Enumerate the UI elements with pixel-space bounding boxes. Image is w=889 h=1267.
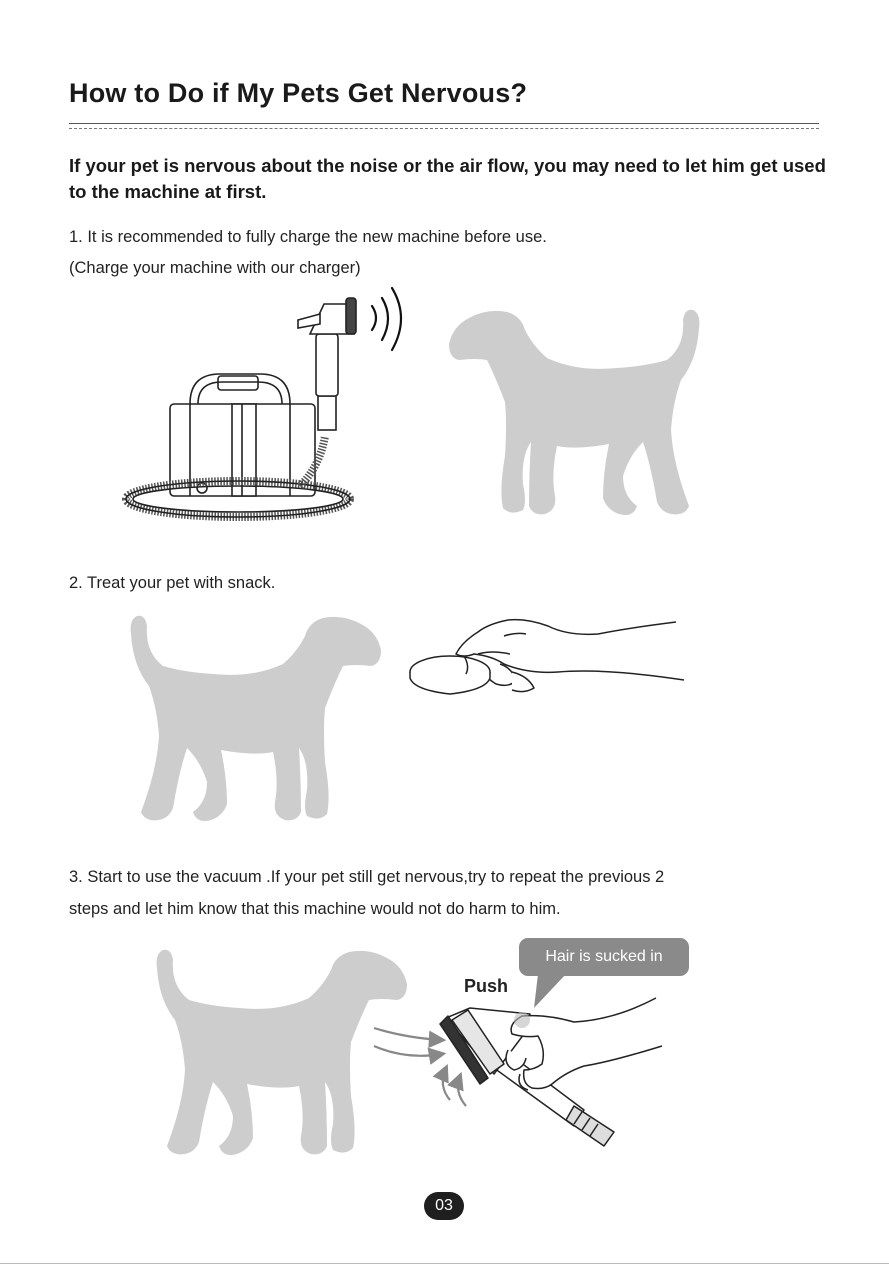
- page-number-badge: 03: [424, 1192, 464, 1220]
- step-1-text: 1. It is recommended to fully charge the new machine before use.: [69, 228, 547, 246]
- push-label: Push: [464, 976, 509, 996]
- step-2-text: 2. Treat your pet with snack.: [69, 574, 276, 592]
- hand-holding-snack-icon: [408, 614, 688, 696]
- dog-silhouette-icon: [447, 306, 703, 518]
- step-3-text: 3. Start to use the vacuum .If your pet still get nervous,try to repeat the previous 2: [69, 868, 665, 886]
- vacuum-machine-icon: [120, 296, 360, 528]
- bottom-divider: [0, 1263, 889, 1264]
- title-underline: [69, 123, 819, 124]
- title-dashed-divider: [69, 128, 819, 129]
- page-title: How to Do if My Pets Get Nervous?: [69, 78, 528, 108]
- sound-waves-icon: [366, 284, 412, 356]
- dog-silhouette-icon: [127, 612, 383, 822]
- intro-text: If your pet is nervous about the noise or the air flow, you may need to let him get used to the machine at first.: [69, 155, 826, 202]
- step-1-note: (Charge your machine with our charger): [69, 259, 361, 277]
- callout-bubble: Hair is sucked in: [519, 938, 689, 976]
- hand-holding-nozzle-icon: [434, 990, 666, 1148]
- step-3-text-continued: steps and let him know that this machine would not do harm to him.: [69, 900, 561, 918]
